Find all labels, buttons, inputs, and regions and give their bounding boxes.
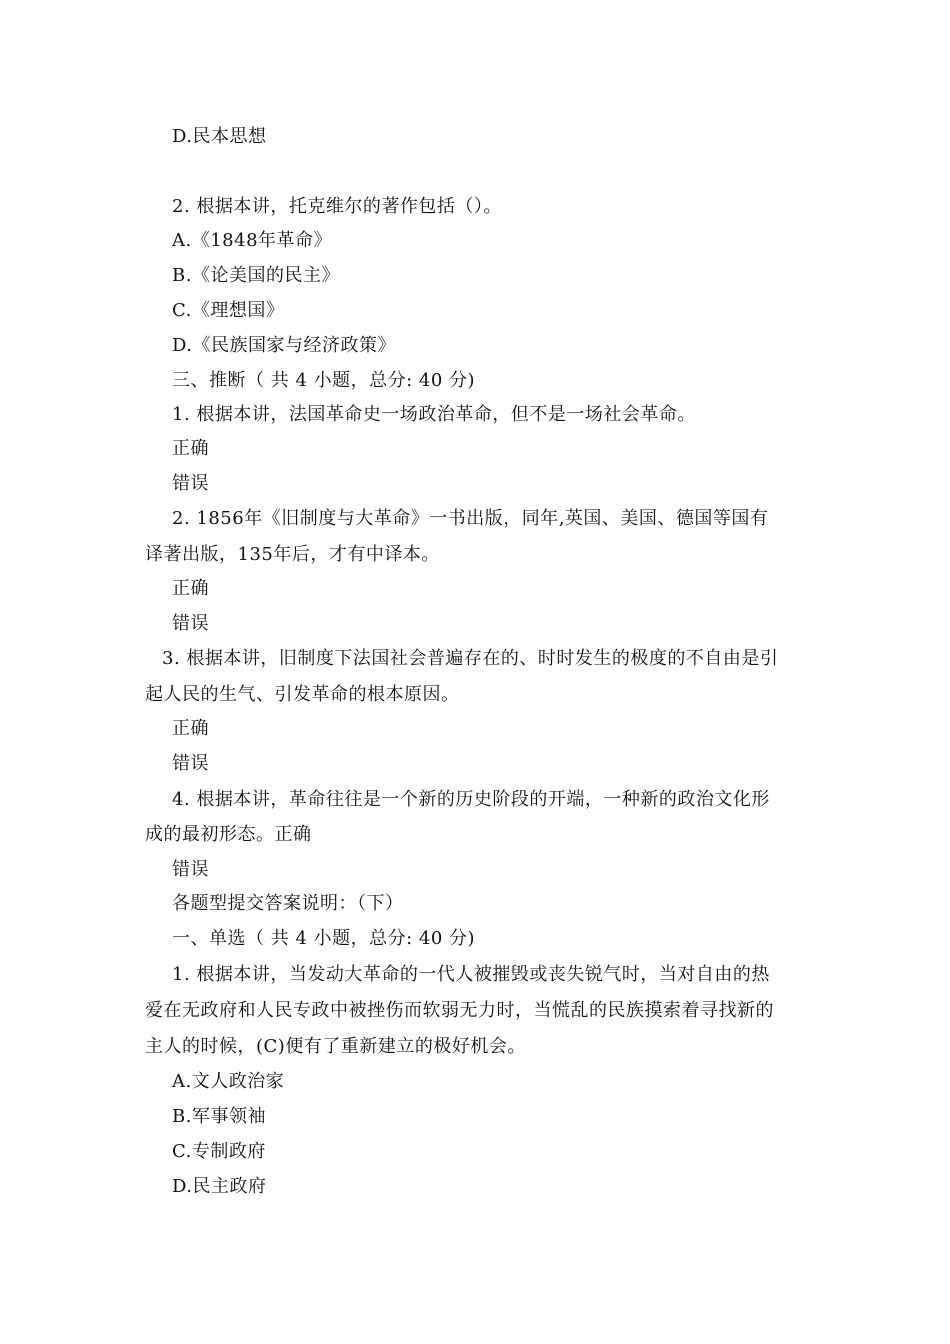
section-heading: 一、单选（ 共 4 小题，总分: 40 分) [172, 928, 476, 949]
question-text: 1. 根据本讲，法国革命史一场政治革命，但不是一场社会革命。 [172, 404, 696, 425]
option-a-text: A.文人政治家 [172, 1071, 285, 1092]
question-text: 2. 根据本讲，托克维尔的著作包括（）。 [172, 196, 502, 217]
question-text: 4. 根据本讲，革命往往是一个新的历史阶段的开端，一种新的政治文化形 [172, 789, 770, 810]
answer-false: 错误 [172, 859, 209, 880]
answer-false: 错误 [172, 753, 209, 774]
option-b-text: B.《论美国的民主》 [172, 265, 340, 286]
answer-true: 正确 [172, 718, 209, 739]
option-c-text: C.《理想国》 [172, 300, 285, 321]
answer-false: 错误 [172, 613, 209, 634]
question-text: 1. 根据本讲，当发动大革命的一代人被摧毁或丧失锐气时，当对自由的热 [172, 964, 770, 985]
option-d-text: D.民本思想 [172, 126, 267, 147]
instructions-heading: 各题型提交答案说明：（下） [172, 893, 404, 914]
question-text-continued: 爱在无政府和人民专政中被挫伤而软弱无力时，当慌乱的民族摸索着寻找新的 [145, 1000, 774, 1021]
answer-true: 正确 [172, 438, 209, 459]
option-d-text: D.《民族国家与经济政策》 [172, 335, 397, 356]
question-text-continued: 译著出版，135年后，才有中译本。 [145, 544, 440, 565]
option-a-text: A.《1848年革命》 [172, 230, 333, 251]
option-d-text: D.民主政府 [172, 1176, 267, 1197]
option-b-text: B.军事领袖 [172, 1106, 266, 1127]
question-text-continued: 起人民的生气、引发革命的根本原因。 [145, 684, 460, 705]
answer-true: 正确 [172, 578, 209, 599]
answer-false: 错误 [172, 473, 209, 494]
question-text-continued: 成的最初形态。正确 [145, 824, 312, 845]
question-text: 3. 根据本讲，旧制度下法国社会普遍存在的、时时发生的极度的不自由是引 [162, 648, 779, 669]
question-text-continued: 主人的时候，(C)便有了重新建立的极好机会。 [145, 1036, 526, 1057]
option-c-text: C.专制政府 [172, 1141, 266, 1162]
section-heading: 三、推断（ 共 4 小题，总分: 40 分) [172, 370, 476, 391]
question-text: 2. 1856年《旧制度与大革命》一书出版，同年,英国、美国、德国等国有 [172, 508, 769, 529]
